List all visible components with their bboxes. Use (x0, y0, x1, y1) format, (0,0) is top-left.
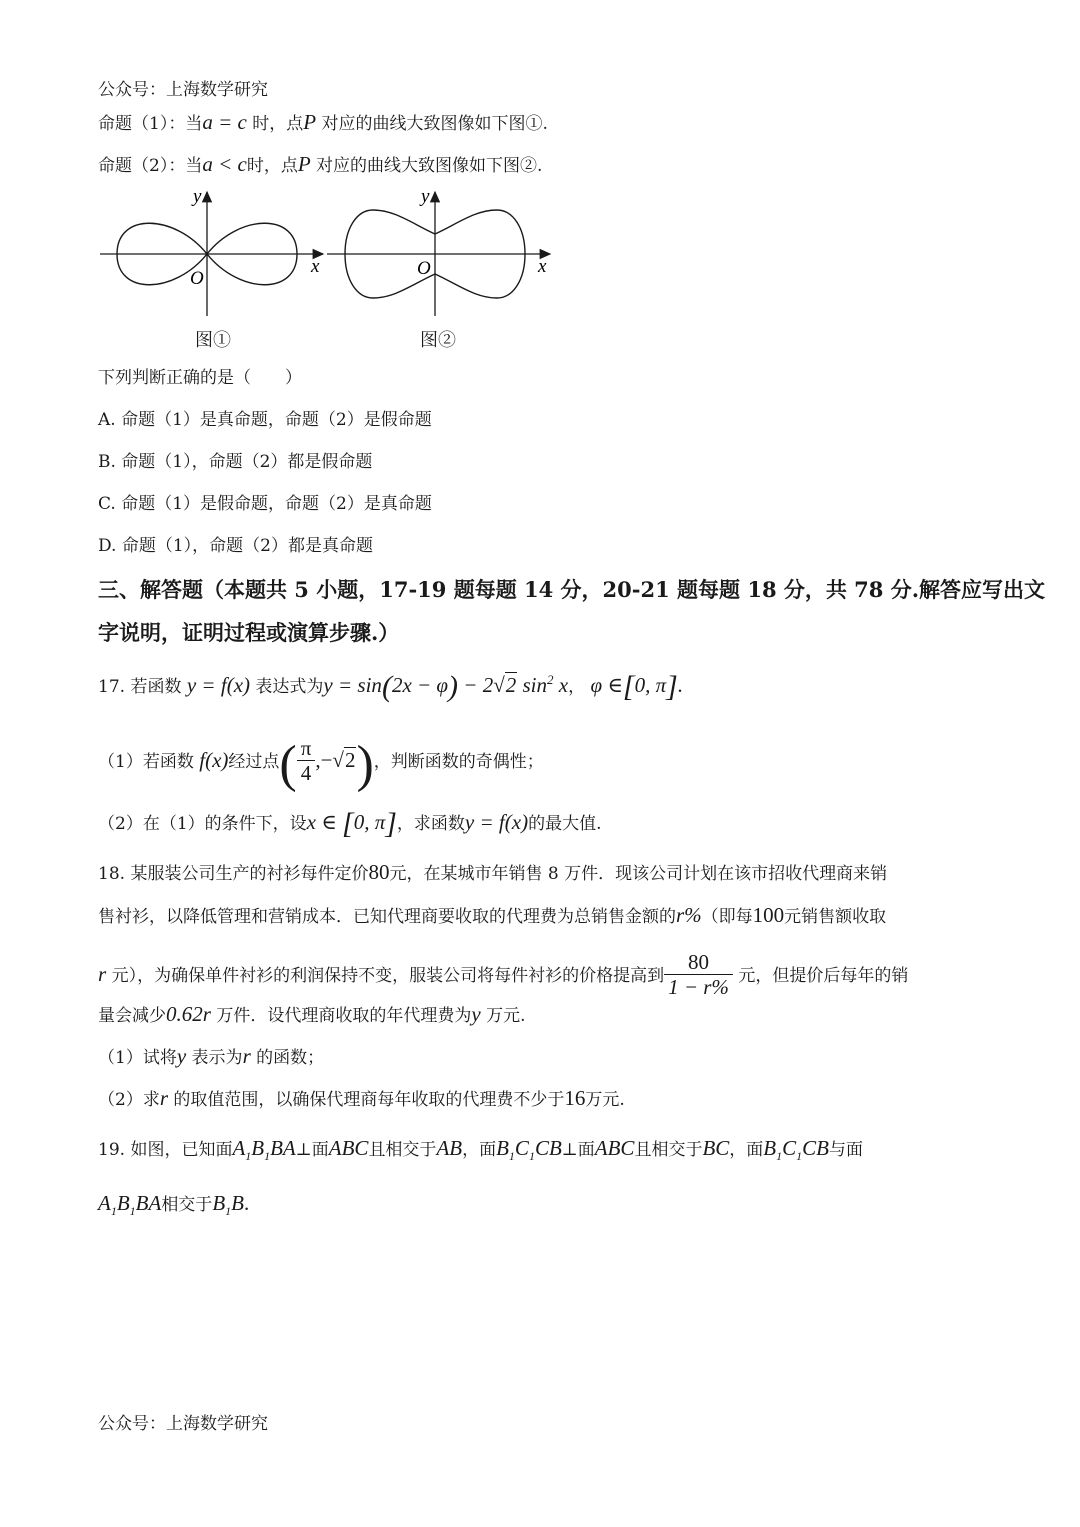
q19-line-bc: BC (702, 1136, 730, 1160)
q18-line-3 (98, 952, 908, 1001)
option-d: D. 命题（1），命题（2）都是真命题 (98, 536, 373, 556)
q17-part1-post: ，判断函数的奇偶性； (373, 752, 544, 772)
q18-line1-a: 18. 某服装公司生产的衬衫每件定价 (98, 864, 369, 884)
q17-point-x: $\frac{\pi}{4}$ (297, 736, 316, 785)
q17-part2-mid: ，求函数 (396, 814, 465, 834)
fig1-y-label: y (193, 188, 202, 207)
q17-domain-text: φ ∈ (590, 673, 623, 697)
q17-domain: φ ∈[0, π]. (590, 670, 684, 703)
q18-line3-b: 元，但提价后每年的销 (732, 966, 909, 986)
prop1-post: 对应的曲线大致图像如下图①. (316, 114, 548, 134)
q18-line2-b: （即每 (701, 907, 753, 927)
prop2-point: P (297, 152, 311, 176)
q19-line-2: $A_1B_1BA$相交于$B_1B$. (98, 1191, 250, 1219)
q17-statement: 17. 若函数 y = f(x) 表达式为y = sin(2x − φ) − 2√2 $\sin^2 x$， φ ∈[0, π]. (98, 670, 684, 703)
q18-part2-num: 16 (564, 1086, 586, 1110)
option-a: A. 命题（1）是真命题，命题（2）是假命题 (98, 410, 432, 430)
q18-price: 80 (368, 860, 390, 884)
q19-b: ⊥面 (295, 1140, 329, 1160)
q18-line2-a: 售衬衫，以降低管理和营销成本．已知代理商要收取的代理费为总销售金额的 (98, 907, 676, 927)
prop1-condition: a = c (202, 110, 247, 134)
q17-number: 17. 若函数 (98, 677, 182, 697)
q18-line-2 (98, 903, 886, 929)
q18-part2-r: r (159, 1086, 169, 1110)
q19-a: 19. 如图，已知面 (98, 1140, 233, 1160)
q19-c: 且相交于 (368, 1140, 437, 1160)
q18-part-1 (98, 1044, 324, 1070)
prop2-post: 对应的曲线大致图像如下图②. (310, 156, 543, 176)
q19-line-b1b: $B_1B$ (212, 1191, 244, 1219)
q17-part2-pre: （2）在（1）的条件下，设 (98, 814, 307, 834)
q18-new-price-fraction (664, 950, 733, 999)
q17-part-2 (98, 807, 602, 840)
q18-line-4 (98, 1002, 525, 1028)
option-c: C. 命题（1）是假命题，命题（2）是真命题 (98, 494, 432, 514)
q18-line4-c: 万元. (480, 1006, 526, 1026)
q19-plane-abc-2: ABC (594, 1136, 635, 1160)
prop1-pre: 命题（1）：当 (98, 114, 203, 134)
q18-frac-den: 1 − r% (668, 975, 729, 999)
section-3-heading-line-2: 字说明，证明过程或演算步骤.） (98, 620, 400, 645)
q17-mid: 表达式为 (255, 677, 324, 697)
q19-plane-b1c1cb-2: $B_1C_1CB$ (763, 1136, 829, 1164)
q18-rate: r% (676, 903, 702, 927)
fig1-x-label: x (311, 256, 320, 277)
q18-line4-a: 量会减少 (98, 1006, 166, 1026)
prop2-mid: 时，点 (246, 156, 298, 176)
q18-y: y (471, 1002, 481, 1026)
q18-hundred: 100 (752, 903, 785, 927)
q19-plane-abc-1: ABC (328, 1136, 369, 1160)
q18-part-2 (98, 1086, 625, 1112)
prop1-point: P (303, 110, 317, 134)
q19-i: 相交于 (161, 1195, 213, 1215)
q18-line1-b: 元，在某城市年销售 8 万件．现该公司计划在该市招收代理商来销 (389, 864, 888, 884)
q18-line2-c: 元销售额收取 (784, 907, 887, 927)
figures-svg (95, 188, 565, 318)
q18-decrease: 0.62r (166, 1002, 211, 1026)
q17-part1-mid: 经过点 (228, 752, 280, 772)
q18-part2-b: 的取值范围，以确保代理商每年收取的代理费不少于 (168, 1090, 565, 1110)
q17-part1-pre: （1）若函数 (98, 752, 194, 772)
q19-plane-b1c1cb: $B_1C_1CB$ (496, 1136, 562, 1164)
page-footer: 公众号：上海数学研究 (98, 1414, 268, 1434)
figure-2 (327, 188, 550, 316)
q19-line-ab: AB (436, 1136, 463, 1160)
fig2-y-label: y (421, 188, 430, 207)
q19-g: ，面 (729, 1140, 764, 1160)
q18-part1-b: 表示为 (186, 1048, 243, 1068)
figure-1 (100, 188, 323, 316)
q19-f: 且相交于 (634, 1140, 703, 1160)
fig1-caption: 图① (195, 330, 231, 351)
fig2-caption: 图② (420, 330, 456, 351)
q17-expression: y = sin(2x − φ) − 2√2 $\sin^2 x$ (323, 670, 569, 703)
fig2-x-label: x (538, 256, 547, 277)
q17-part2-post: 的最大值. (528, 814, 602, 834)
q18-part1-r: r (242, 1044, 251, 1068)
prop2-pre: 命题（2）：当 (98, 156, 203, 176)
page-header: 公众号：上海数学研究 (98, 80, 268, 100)
q18-part1-a: （1）试将 (98, 1048, 177, 1068)
q19-d: ，面 (462, 1140, 497, 1160)
q18-part2-c: 万元. (585, 1090, 625, 1110)
q18-part1-y: y (176, 1044, 187, 1068)
q17-part2-range: x ∈ [0, π] (306, 807, 397, 840)
q18-r: r (98, 962, 107, 986)
q17-part1-function: f(x) (199, 748, 229, 772)
fig2-origin-label: O (417, 258, 431, 279)
q19-plane-a1b1ba-2: $A_1B_1BA$ (98, 1191, 162, 1219)
section-3-heading-line-1: 三、解答题（本题共 5 小题，17-19 题每题 14 分，20-21 题每题 18 分，共 78 分.解答应写出文 (98, 577, 1046, 602)
q19-line-1 (98, 1136, 863, 1168)
question-stem: 下列判断正确的是（ ） (98, 368, 302, 388)
q18-part1-c: 的函数； (250, 1048, 325, 1068)
q19-h: 与面 (828, 1140, 863, 1160)
fig1-origin-label: O (190, 268, 204, 289)
q19-e: ⊥面 (561, 1140, 595, 1160)
q19-plane-a1b1ba: $A_1B_1BA$ (232, 1136, 296, 1164)
q18-frac-num: 80 (664, 950, 733, 975)
q18-part2-a: （2）求 (98, 1090, 160, 1110)
proposition-2 (98, 152, 542, 178)
option-b: B. 命题（1），命题（2）都是假命题 (98, 452, 373, 472)
q18-line-1 (98, 860, 887, 886)
q17-function: y = f(x) (186, 673, 251, 697)
prop2-condition: a < c (202, 152, 247, 176)
q17-part2-function: y = f(x) (464, 810, 529, 834)
q18-line3-a: 元），为确保单件衬衫的利润保持不变，服装公司将每件衬衫的价格提高到 (106, 966, 665, 986)
prop1-mid: 时，点 (246, 114, 304, 134)
q18-line4-b: 万件．设代理商收取的年代理费为 (210, 1006, 472, 1026)
q17-part-1: （1）若函数 f(x)经过点( $\frac{\pi}{4}$ ,−√2)，判断函数的奇偶性； (98, 736, 544, 793)
proposition-1 (98, 110, 548, 136)
